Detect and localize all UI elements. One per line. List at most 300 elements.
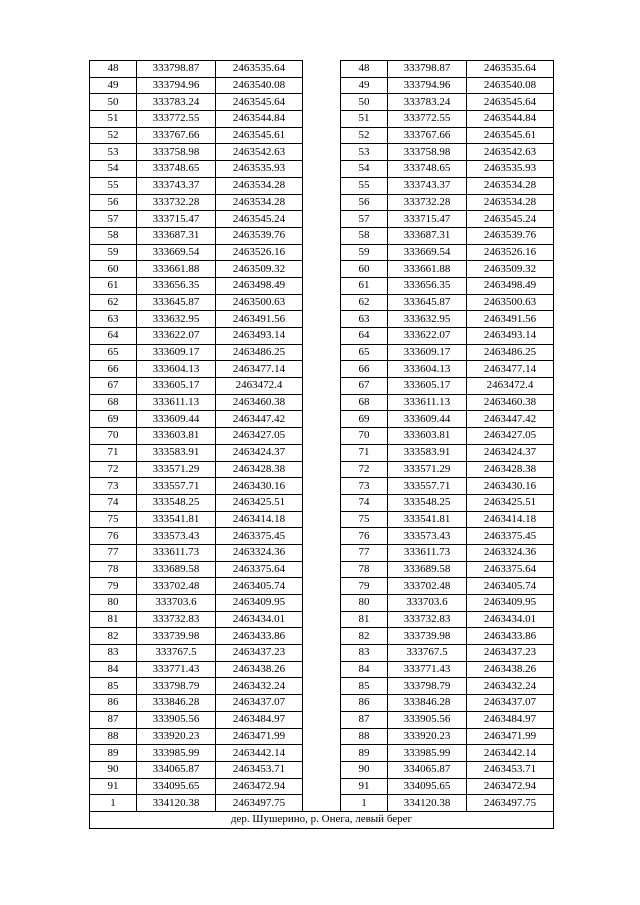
table-row — [90, 544, 554, 561]
left-coord-y: 2463491.56 — [216, 311, 303, 328]
column-gap — [303, 277, 341, 294]
column-gap — [303, 77, 341, 94]
left-point-number: 66 — [90, 361, 137, 378]
left-point-number: 91 — [90, 778, 137, 795]
left-coord-x: 333758.98 — [137, 144, 216, 161]
right-point-number: 87 — [341, 711, 388, 728]
left-coord-y: 2463430.16 — [216, 478, 303, 495]
right-coord-y: 2463460.38 — [467, 394, 554, 411]
right-point-number: 74 — [341, 494, 388, 511]
right-point-number: 53 — [341, 144, 388, 161]
right-coord-y: 2463486.25 — [467, 344, 554, 361]
column-gap — [303, 411, 341, 428]
table-row — [90, 711, 554, 728]
left-coord-x: 334065.87 — [137, 761, 216, 778]
column-gap — [303, 261, 341, 278]
right-point-number: 62 — [341, 294, 388, 311]
right-coord-x: 333687.31 — [388, 227, 467, 244]
right-coord-x: 333622.07 — [388, 328, 467, 345]
left-point-number: 55 — [90, 177, 137, 194]
right-coord-x: 333604.13 — [388, 361, 467, 378]
right-coord-y: 2463472.94 — [467, 778, 554, 795]
left-point-number: 86 — [90, 695, 137, 712]
right-point-number: 49 — [341, 77, 388, 94]
column-gap — [303, 578, 341, 595]
left-coord-y: 2463447.42 — [216, 411, 303, 428]
column-gap — [303, 645, 341, 662]
right-coord-y: 2463433.86 — [467, 628, 554, 645]
column-gap — [303, 494, 341, 511]
right-coord-x: 333748.65 — [388, 161, 467, 178]
left-coord-x: 333794.96 — [137, 77, 216, 94]
left-coord-y: 2463425.51 — [216, 494, 303, 511]
left-point-number: 88 — [90, 728, 137, 745]
right-coord-y: 2463535.64 — [467, 61, 554, 78]
column-gap — [303, 528, 341, 545]
left-coord-y: 2463542.63 — [216, 144, 303, 161]
table-row — [90, 61, 554, 78]
table-row — [90, 394, 554, 411]
left-coord-x: 333771.43 — [137, 661, 216, 678]
right-coord-x: 333715.47 — [388, 211, 467, 228]
right-point-number: 71 — [341, 444, 388, 461]
left-coord-x: 333541.81 — [137, 511, 216, 528]
left-coord-x: 333609.44 — [137, 411, 216, 428]
left-point-number: 58 — [90, 227, 137, 244]
table-row — [90, 578, 554, 595]
right-coord-x: 333798.79 — [388, 678, 467, 695]
table-row — [90, 695, 554, 712]
footer-caption: дер. Шушерино, р. Онега, левый берег — [90, 811, 554, 828]
left-point-number: 51 — [90, 111, 137, 128]
right-point-number: 76 — [341, 528, 388, 545]
column-gap — [303, 561, 341, 578]
right-coord-x: 333609.17 — [388, 344, 467, 361]
left-point-number: 48 — [90, 61, 137, 78]
column-gap — [303, 227, 341, 244]
left-point-number: 87 — [90, 711, 137, 728]
table-row — [90, 494, 554, 511]
left-point-number: 79 — [90, 578, 137, 595]
right-coord-x: 333703.6 — [388, 595, 467, 612]
left-coord-x: 333583.91 — [137, 444, 216, 461]
left-point-number: 71 — [90, 444, 137, 461]
right-point-number: 55 — [341, 177, 388, 194]
column-gap — [303, 144, 341, 161]
right-point-number: 82 — [341, 628, 388, 645]
table-row — [90, 177, 554, 194]
column-gap — [303, 745, 341, 762]
left-coord-x: 333611.73 — [137, 544, 216, 561]
right-point-number: 90 — [341, 761, 388, 778]
column-gap — [303, 394, 341, 411]
right-coord-y: 2463544.84 — [467, 111, 554, 128]
left-coord-x: 333573.43 — [137, 528, 216, 545]
table-row — [90, 611, 554, 628]
left-coord-y: 2463375.45 — [216, 528, 303, 545]
table-row — [90, 111, 554, 128]
left-coord-x: 333920.23 — [137, 728, 216, 745]
right-coord-x: 333548.25 — [388, 494, 467, 511]
right-coord-x: 333611.13 — [388, 394, 467, 411]
left-point-number: 53 — [90, 144, 137, 161]
left-point-number: 1 — [90, 795, 137, 812]
column-gap — [303, 511, 341, 528]
left-coord-x: 333798.79 — [137, 678, 216, 695]
column-gap — [303, 94, 341, 111]
right-point-number: 54 — [341, 161, 388, 178]
left-coord-x: 333767.66 — [137, 127, 216, 144]
left-point-number: 56 — [90, 194, 137, 211]
table-row — [90, 261, 554, 278]
right-point-number: 89 — [341, 745, 388, 762]
left-coord-x: 333548.25 — [137, 494, 216, 511]
left-point-number: 68 — [90, 394, 137, 411]
right-coord-x: 333920.23 — [388, 728, 467, 745]
left-point-number: 89 — [90, 745, 137, 762]
right-point-number: 79 — [341, 578, 388, 595]
table-row — [90, 478, 554, 495]
right-coord-y: 2463438.26 — [467, 661, 554, 678]
left-coord-y: 2463437.07 — [216, 695, 303, 712]
right-point-number: 70 — [341, 428, 388, 445]
left-point-number: 64 — [90, 328, 137, 345]
column-gap — [303, 711, 341, 728]
table-row — [90, 328, 554, 345]
right-point-number: 64 — [341, 328, 388, 345]
right-coord-x: 333783.24 — [388, 94, 467, 111]
left-coord-y: 2463534.28 — [216, 177, 303, 194]
right-coord-x: 333689.58 — [388, 561, 467, 578]
left-point-number: 81 — [90, 611, 137, 628]
left-coord-x: 333656.35 — [137, 277, 216, 294]
column-gap — [303, 544, 341, 561]
left-coord-x: 333603.81 — [137, 428, 216, 445]
left-coord-y: 2463535.93 — [216, 161, 303, 178]
right-point-number: 75 — [341, 511, 388, 528]
column-gap — [303, 461, 341, 478]
left-point-number: 90 — [90, 761, 137, 778]
column-gap — [303, 595, 341, 612]
right-coord-y: 2463437.23 — [467, 645, 554, 662]
table-row — [90, 661, 554, 678]
right-coord-y: 2463535.93 — [467, 161, 554, 178]
column-gap — [303, 311, 341, 328]
footer-row — [90, 811, 554, 828]
right-coord-y: 2463434.01 — [467, 611, 554, 628]
column-gap — [303, 778, 341, 795]
left-coord-y: 2463442.14 — [216, 745, 303, 762]
column-gap — [303, 177, 341, 194]
left-coord-x: 334095.65 — [137, 778, 216, 795]
right-coord-x: 333656.35 — [388, 277, 467, 294]
left-coord-x: 333689.58 — [137, 561, 216, 578]
right-coord-y: 2463425.51 — [467, 494, 554, 511]
right-point-number: 50 — [341, 94, 388, 111]
left-coord-x: 334120.38 — [137, 795, 216, 812]
left-coord-y: 2463438.26 — [216, 661, 303, 678]
table-row — [90, 127, 554, 144]
right-point-number: 81 — [341, 611, 388, 628]
column-gap — [303, 344, 341, 361]
left-point-number: 83 — [90, 645, 137, 662]
column-gap — [303, 795, 341, 812]
right-coord-x: 333846.28 — [388, 695, 467, 712]
right-coord-x: 333611.73 — [388, 544, 467, 561]
table-row — [90, 728, 554, 745]
left-point-number: 67 — [90, 378, 137, 395]
right-coord-x: 333645.87 — [388, 294, 467, 311]
right-coord-y: 2463405.74 — [467, 578, 554, 595]
left-point-number: 73 — [90, 478, 137, 495]
right-coord-x: 333985.99 — [388, 745, 467, 762]
right-coord-x: 333605.17 — [388, 378, 467, 395]
left-point-number: 82 — [90, 628, 137, 645]
left-coord-y: 2463405.74 — [216, 578, 303, 595]
left-coord-x: 333645.87 — [137, 294, 216, 311]
left-coord-x: 333669.54 — [137, 244, 216, 261]
left-coord-x: 333715.47 — [137, 211, 216, 228]
right-coord-y: 2463442.14 — [467, 745, 554, 762]
left-coord-y: 2463497.75 — [216, 795, 303, 812]
right-coord-x: 333767.66 — [388, 127, 467, 144]
table-row — [90, 194, 554, 211]
coordinates-table-body — [90, 61, 554, 812]
right-coord-y: 2463491.56 — [467, 311, 554, 328]
right-coord-y: 2463437.07 — [467, 695, 554, 712]
right-point-number: 52 — [341, 127, 388, 144]
column-gap — [303, 628, 341, 645]
right-point-number: 48 — [341, 61, 388, 78]
right-coord-x: 333798.87 — [388, 61, 467, 78]
table-row — [90, 161, 554, 178]
table-row — [90, 244, 554, 261]
column-gap — [303, 211, 341, 228]
right-coord-x: 333739.98 — [388, 628, 467, 645]
right-coord-x: 333905.56 — [388, 711, 467, 728]
left-coord-x: 333687.31 — [137, 227, 216, 244]
right-coord-y: 2463414.18 — [467, 511, 554, 528]
table-row — [90, 411, 554, 428]
right-coord-y: 2463539.76 — [467, 227, 554, 244]
left-coord-x: 333661.88 — [137, 261, 216, 278]
left-point-number: 84 — [90, 661, 137, 678]
right-point-number: 51 — [341, 111, 388, 128]
right-coord-x: 334065.87 — [388, 761, 467, 778]
column-gap — [303, 61, 341, 78]
right-point-number: 58 — [341, 227, 388, 244]
left-coord-x: 333611.13 — [137, 394, 216, 411]
left-coord-x: 333703.6 — [137, 595, 216, 612]
left-point-number: 72 — [90, 461, 137, 478]
left-coord-y: 2463544.84 — [216, 111, 303, 128]
right-coord-x: 333632.95 — [388, 311, 467, 328]
left-coord-x: 333604.13 — [137, 361, 216, 378]
table-row — [90, 511, 554, 528]
right-point-number: 56 — [341, 194, 388, 211]
left-coord-y: 2463432.24 — [216, 678, 303, 695]
left-point-number: 57 — [90, 211, 137, 228]
table-row — [90, 277, 554, 294]
table-row — [90, 745, 554, 762]
left-point-number: 69 — [90, 411, 137, 428]
right-coord-x: 333772.55 — [388, 111, 467, 128]
left-point-number: 52 — [90, 127, 137, 144]
table-row — [90, 595, 554, 612]
table-row — [90, 428, 554, 445]
right-coord-x: 333573.43 — [388, 528, 467, 545]
column-gap — [303, 695, 341, 712]
table-row — [90, 311, 554, 328]
left-coord-y: 2463472.94 — [216, 778, 303, 795]
right-coord-x: 333661.88 — [388, 261, 467, 278]
column-gap — [303, 428, 341, 445]
left-point-number: 75 — [90, 511, 137, 528]
right-point-number: 69 — [341, 411, 388, 428]
left-point-number: 59 — [90, 244, 137, 261]
right-coord-x: 333771.43 — [388, 661, 467, 678]
right-coord-y: 2463477.14 — [467, 361, 554, 378]
left-coord-y: 2463477.14 — [216, 361, 303, 378]
column-gap — [303, 378, 341, 395]
right-point-number: 91 — [341, 778, 388, 795]
right-coord-y: 2463472.4 — [467, 378, 554, 395]
right-coord-y: 2463427.05 — [467, 428, 554, 445]
table-row — [90, 561, 554, 578]
left-coord-x: 333743.37 — [137, 177, 216, 194]
right-coord-y: 2463500.63 — [467, 294, 554, 311]
left-coord-x: 333846.28 — [137, 695, 216, 712]
left-coord-x: 333605.17 — [137, 378, 216, 395]
right-coord-y: 2463432.24 — [467, 678, 554, 695]
table-row — [90, 795, 554, 812]
left-coord-y: 2463545.61 — [216, 127, 303, 144]
right-coord-y: 2463542.63 — [467, 144, 554, 161]
column-gap — [303, 111, 341, 128]
left-coord-y: 2463535.64 — [216, 61, 303, 78]
left-coord-y: 2463509.32 — [216, 261, 303, 278]
left-coord-x: 333739.98 — [137, 628, 216, 645]
left-point-number: 63 — [90, 311, 137, 328]
right-coord-x: 333557.71 — [388, 478, 467, 495]
left-coord-y: 2463427.05 — [216, 428, 303, 445]
table-row — [90, 344, 554, 361]
right-coord-y: 2463375.64 — [467, 561, 554, 578]
left-coord-y: 2463534.28 — [216, 194, 303, 211]
right-point-number: 67 — [341, 378, 388, 395]
right-coord-y: 2463534.28 — [467, 177, 554, 194]
right-coord-y: 2463409.95 — [467, 595, 554, 612]
right-point-number: 1 — [341, 795, 388, 812]
right-coord-y: 2463324.36 — [467, 544, 554, 561]
left-coord-x: 333798.87 — [137, 61, 216, 78]
column-gap — [303, 244, 341, 261]
right-point-number: 73 — [341, 478, 388, 495]
left-coord-y: 2463526.16 — [216, 244, 303, 261]
left-point-number: 70 — [90, 428, 137, 445]
left-coord-y: 2463409.95 — [216, 595, 303, 612]
left-coord-x: 333985.99 — [137, 745, 216, 762]
right-point-number: 57 — [341, 211, 388, 228]
right-point-number: 63 — [341, 311, 388, 328]
right-coord-y: 2463375.45 — [467, 528, 554, 545]
left-coord-y: 2463498.49 — [216, 277, 303, 294]
table-row — [90, 361, 554, 378]
left-coord-y: 2463437.23 — [216, 645, 303, 662]
right-point-number: 77 — [341, 544, 388, 561]
right-coord-x: 334120.38 — [388, 795, 467, 812]
table-row — [90, 528, 554, 545]
left-coord-y: 2463460.38 — [216, 394, 303, 411]
right-point-number: 72 — [341, 461, 388, 478]
coordinates-table — [89, 60, 554, 829]
left-coord-y: 2463375.64 — [216, 561, 303, 578]
table-row — [90, 645, 554, 662]
table-row — [90, 444, 554, 461]
right-coord-x: 333732.83 — [388, 611, 467, 628]
left-coord-x: 333748.65 — [137, 161, 216, 178]
table-row — [90, 778, 554, 795]
left-point-number: 76 — [90, 528, 137, 545]
left-point-number: 54 — [90, 161, 137, 178]
right-coord-x: 333794.96 — [388, 77, 467, 94]
right-point-number: 86 — [341, 695, 388, 712]
left-coord-y: 2463484.97 — [216, 711, 303, 728]
left-coord-y: 2463324.36 — [216, 544, 303, 561]
table-row — [90, 678, 554, 695]
right-coord-x: 333583.91 — [388, 444, 467, 461]
left-coord-y: 2463539.76 — [216, 227, 303, 244]
column-gap — [303, 161, 341, 178]
table-row — [90, 294, 554, 311]
left-coord-x: 333732.83 — [137, 611, 216, 628]
column-gap — [303, 478, 341, 495]
table-row — [90, 144, 554, 161]
right-coord-x: 333743.37 — [388, 177, 467, 194]
right-coord-y: 2463453.71 — [467, 761, 554, 778]
right-point-number: 83 — [341, 645, 388, 662]
right-point-number: 66 — [341, 361, 388, 378]
left-coord-y: 2463545.24 — [216, 211, 303, 228]
left-coord-x: 333557.71 — [137, 478, 216, 495]
right-point-number: 85 — [341, 678, 388, 695]
right-point-number: 84 — [341, 661, 388, 678]
left-coord-y: 2463540.08 — [216, 77, 303, 94]
right-coord-y: 2463447.42 — [467, 411, 554, 428]
right-point-number: 60 — [341, 261, 388, 278]
right-coord-y: 2463493.14 — [467, 328, 554, 345]
right-point-number: 61 — [341, 277, 388, 294]
left-coord-x: 333772.55 — [137, 111, 216, 128]
column-gap — [303, 127, 341, 144]
right-coord-y: 2463545.24 — [467, 211, 554, 228]
table-row — [90, 77, 554, 94]
column-gap — [303, 611, 341, 628]
right-coord-x: 333603.81 — [388, 428, 467, 445]
right-coord-y: 2463430.16 — [467, 478, 554, 495]
right-coord-y: 2463471.99 — [467, 728, 554, 745]
right-coord-x: 333669.54 — [388, 244, 467, 261]
column-gap — [303, 328, 341, 345]
right-coord-x: 333732.28 — [388, 194, 467, 211]
right-coord-y: 2463498.49 — [467, 277, 554, 294]
right-coord-x: 333541.81 — [388, 511, 467, 528]
left-coord-x: 333622.07 — [137, 328, 216, 345]
table-row — [90, 378, 554, 395]
left-coord-y: 2463545.64 — [216, 94, 303, 111]
right-point-number: 65 — [341, 344, 388, 361]
left-coord-x: 333905.56 — [137, 711, 216, 728]
